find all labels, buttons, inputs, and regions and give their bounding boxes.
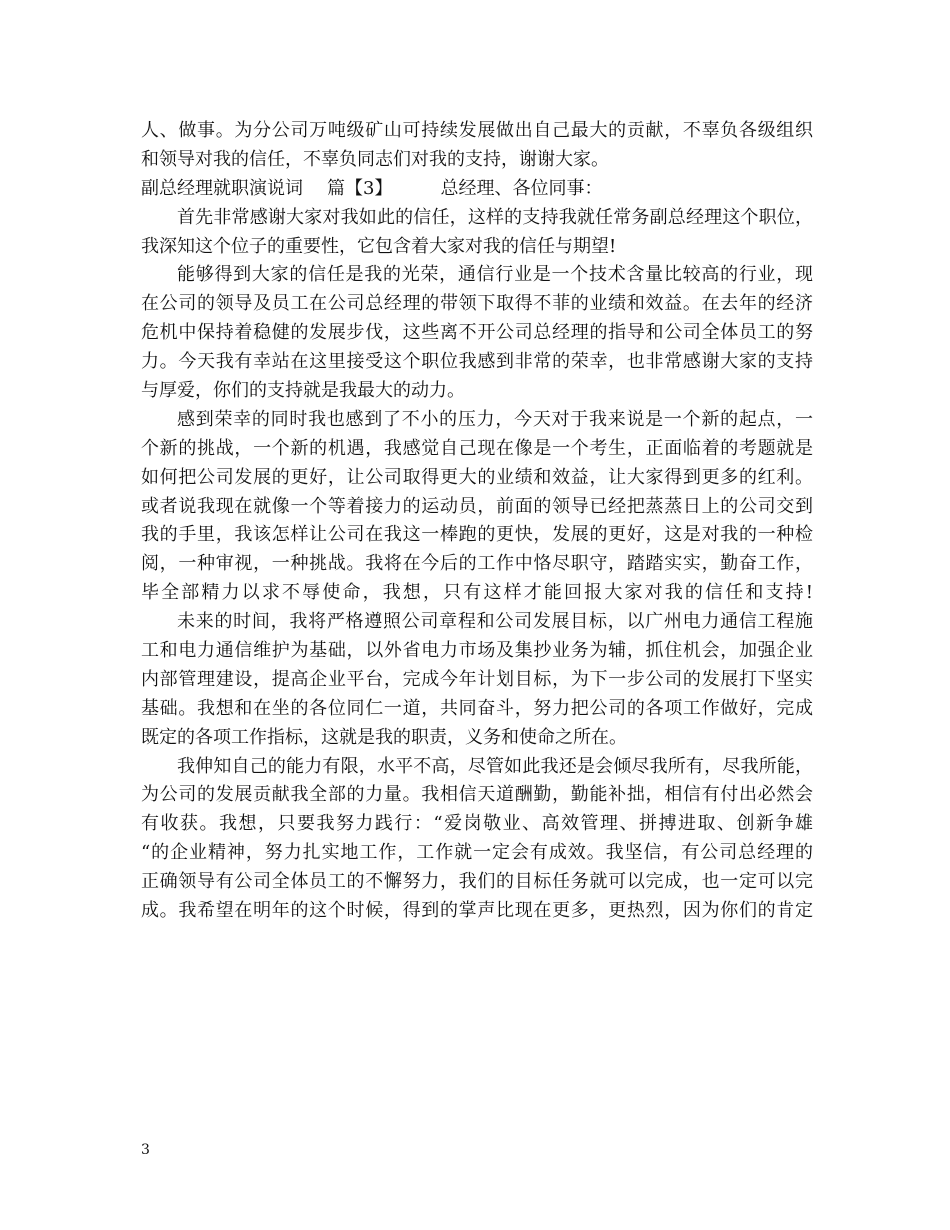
body-text-line: 感到荣幸的同时我也感到了不小的压力，今天对于我来说是一个新的起点，一: [177, 408, 813, 430]
body-text-line: 有收获。我想，只要我努力践行：“爱岗敬业、高效管理、拼搏进取、创新争雄: [141, 813, 813, 835]
body-text-line: 危机中保持着稳健的发展步伐，这些离不开公司总经理的指导和公司全体员工的努: [141, 322, 813, 344]
body-text-line: 内部管理建设，提高企业平台，完成今年计划目标，为下一步公司的发展打下坚实: [141, 668, 813, 690]
body-text-line: 我伸知自己的能力有限，水平不高，尽管如此我还是会倾尽我所有，尽我所能，: [177, 755, 813, 777]
body-text-line: 我的手里，我该怎样让公司在我这一棒跑的更快，发展的更好，这是对我的一种检: [141, 524, 813, 546]
body-text-line: 如何把公司发展的更好，让公司取得更大的业绩和效益，让大家得到更多的红利。: [141, 466, 813, 488]
body-text-line: 正确领导有公司全体员工的不懈努力，我们的目标任务就可以完成，也一定可以完: [141, 871, 813, 893]
body-text-line: 和领导对我的信任，不辜负同志们对我的支持，谢谢大家。: [141, 148, 609, 170]
heading-title: 副总经理就职演说词: [141, 177, 303, 199]
body-text-line: “的企业精神，努力扎实地工作，工作就一定会有成效。我坚信，有公司总经理的: [141, 842, 813, 864]
body-text-line: 能够得到大家的信任是我的光荣，通信行业是一个技术含量比较高的行业，现: [177, 264, 813, 286]
body-text-line: 或者说我现在就像一个等着接力的运动员，前面的领导已经把蒸蒸日上的公司交到: [141, 495, 813, 517]
section-heading: [141, 175, 813, 204]
body-text-line: 阅，一种审视，一种挑战。我将在今后的工作中恪尽职守，踏踏实实，勤奋工作，: [141, 553, 813, 575]
document-body: [141, 117, 813, 926]
body-text-line: 毕全部精力以求不辱使命，我想，只有这样才能回报大家对我的信任和支持!: [141, 582, 813, 604]
body-text-line: 首先非常感谢大家对我如此的信任，这样的支持我就任常务副总经理这个职位，: [177, 206, 813, 228]
body-text-line: 未来的时间，我将严格遵照公司章程和公司发展目标，以广州电力通信工程施: [177, 611, 813, 633]
body-text-line: 人、做事。为分公司万吨级矿山可持续发展做出自己最大的贡献，不辜负各级组织: [141, 120, 813, 141]
body-text-line: 力。今天我有幸站在这里接受这个职位我感到非常的荣幸，也非常感谢大家的支持: [141, 351, 813, 373]
heading-section: 篇【3】: [327, 177, 393, 199]
body-text-line: 我深知这个位子的重要性，它包含着大家对我的信任与期望!: [141, 235, 617, 257]
body-text-line: 基础。我想和在坐的各位同仁一道，共同奋斗，努力把公司的各项工作做好，完成: [141, 697, 813, 719]
body-text-line: 在公司的领导及员工在公司总经理的带领下取得不菲的业绩和效益。在去年的经济: [141, 293, 813, 315]
body-text-line: 与厚爱，你们的支持就是我最大的动力。: [141, 380, 465, 402]
body-text-line: 工和电力通信维护为基础，以外省电力市场及集抄业务为辅，抓住机会，加强企业: [141, 640, 813, 662]
body-text-line: 个新的挑战，一个新的机遇，我感觉自己现在像是一个考生，正面临着的考题就是: [141, 437, 813, 459]
body-text-line: 成。我希望在明年的这个时候，得到的掌声比现在更多，更热烈，因为你们的肯定: [141, 900, 813, 922]
page-number: 3: [141, 1142, 150, 1158]
heading-greeting: 总经理、各位同事：: [440, 177, 603, 199]
body-text-line: 既定的各项工作指标，这就是我的职责，义务和使命之所在。: [141, 726, 627, 748]
body-text-line: 为公司的发展贡献我全部的力量。我相信天道酬勤，勤能补拙，相信有付出必然会: [141, 784, 813, 806]
